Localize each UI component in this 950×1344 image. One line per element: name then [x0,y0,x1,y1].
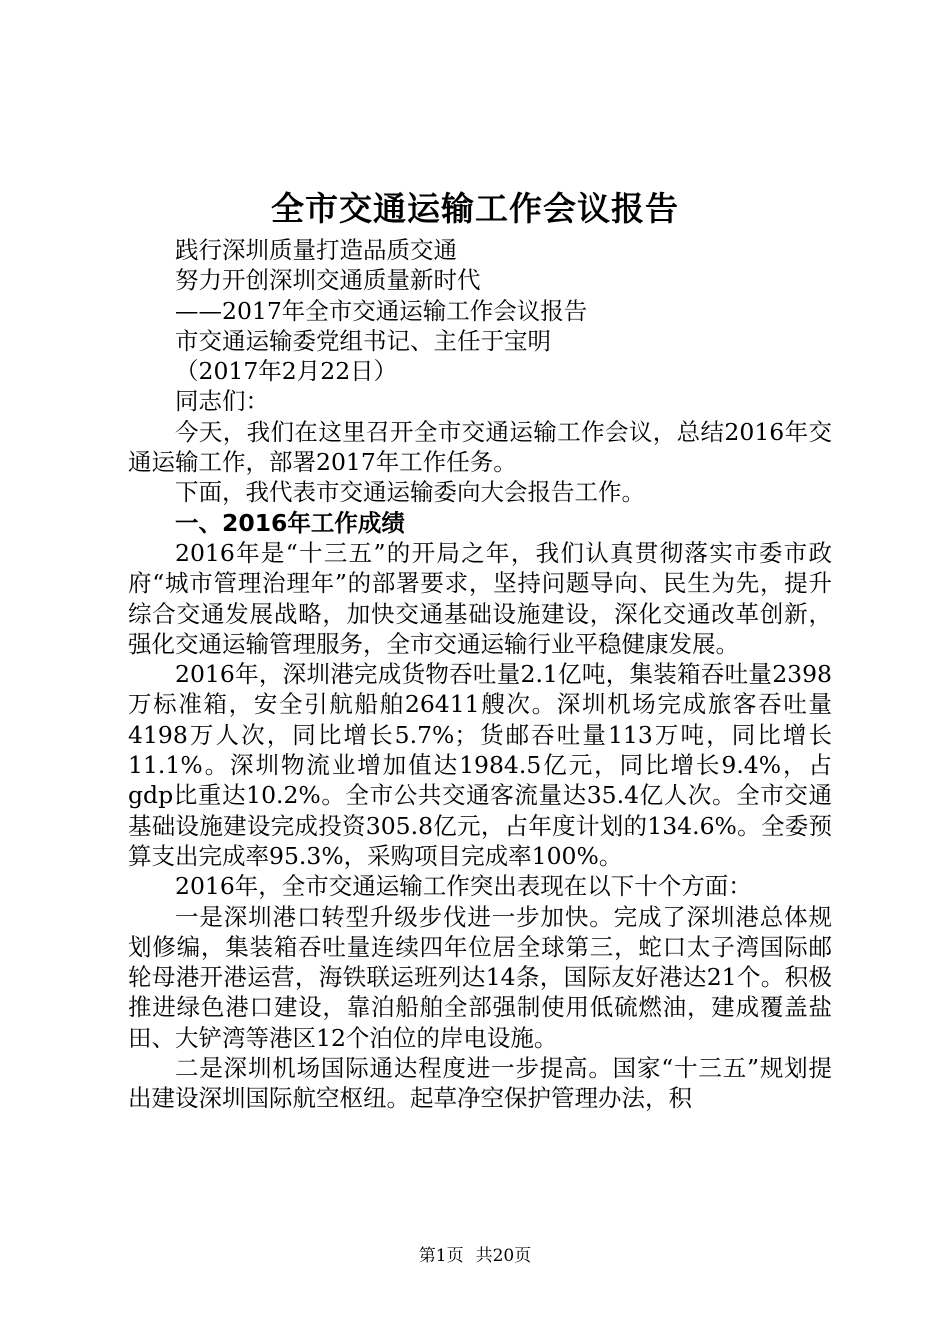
paragraph: 2016年是“十三五”的开局之年，我们认真贯彻落实市委市政府“城市管理治理年”的部署要求，坚持问题导向、民生为先，提升综合交通发展战略，加快交通基础设施建设，深化交通改革创新，强化交通运输管理服务，全市交通运输行业平稳健康发展。 [128,538,832,658]
author-line: 市交通运输委党组书记、主任于宝明 [175,326,551,355]
paragraph: 二是深圳机场国际通达程度进一步提高。国家“十三五”规划提出建设深圳国际航空枢纽。起草净空保护管理办法，积 [128,1054,832,1113]
paragraph: 下面，我代表市交通运输委向大会报告工作。 [175,478,645,507]
document-body [128,235,832,1114]
paragraph: 2016年，全市交通运输工作突出表现在以下十个方面： [175,872,752,901]
page-number: 第1页 [418,1246,464,1266]
paragraph: 2016年，深圳港完成货物吞吐量2.1亿吨，集装箱吞吐量2398万标准箱，安全引航船舶26411艘次。深圳机场完成旅客吞吐量4198万人次，同比增长5.7%；货邮吞吐量113万吨，同比增长11.1%。深圳物流业增加值达1984.5亿元，同比增长9.4%，占gdp比重达10.2%。全市公共交通客流量达35.4亿人次。全市交通基础设施建设完成投资305.8亿元，占年度计划的134.6%。全委预算支出完成率95.3%，采购项目完成率100%。 [128,660,832,870]
page-footer [0,1244,950,1268]
subtitle-line-3: ——2017年全市交通运输工作会议报告 [175,296,588,325]
section-heading: 一、2016年工作成绩 [175,508,405,537]
page-total: 共20页 [475,1246,532,1266]
date-line: （2017年2月22日） [175,357,398,386]
document-title: 全市交通运输工作会议报告 [271,189,679,228]
subtitle-line-2: 努力开创深圳交通质量新时代 [175,266,481,295]
paragraph: 今天，我们在这里召开全市交通运输工作会议，总结2016年交通运输工作，部署2017年工作任务。 [128,417,832,477]
subtitle-line-1: 践行深圳质量打造品质交通 [175,236,457,264]
salutation: 同志们： [175,387,269,416]
paragraph: 一是深圳港口转型升级步伐进一步加快。完成了深圳港总体规划修编，集装箱吞吐量连续四年位居全球第三，蛇口太子湾国际邮轮母港开港运营，海铁联运班列达14条，国际友好港达21个。积极推进绿色港口建设，靠泊船舶全部强制使用低硫燃油，建成覆盖盐田、大铲湾等港区12个泊位的岸电设施。 [128,902,832,1052]
